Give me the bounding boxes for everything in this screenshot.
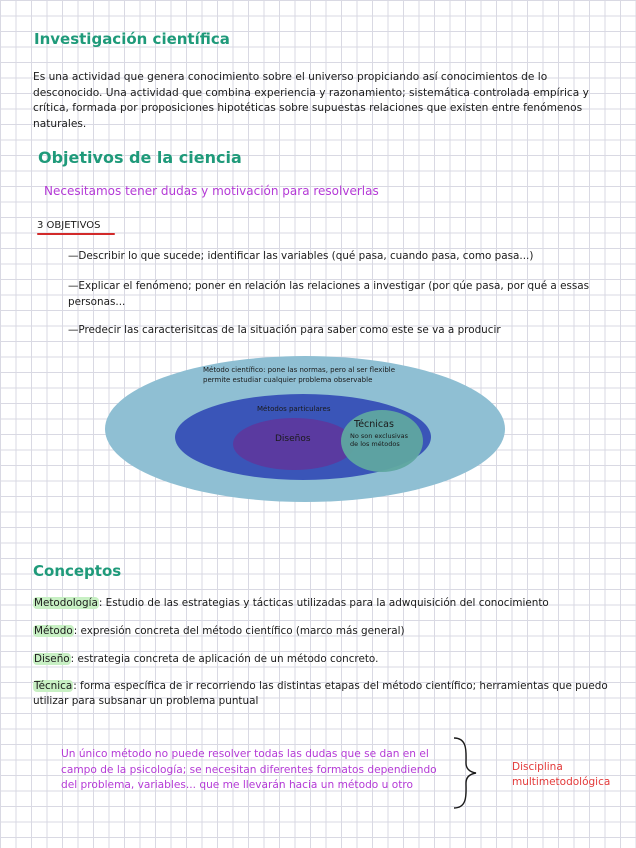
- section-title-objetivos: Objetivos de la ciencia: [38, 148, 242, 167]
- concepto-metodologia: [33, 596, 613, 611]
- inner-label: Diseños: [275, 434, 311, 444]
- objetivo-item-1: —Describir lo que sucede; identificar las variables (qué pasa, cuando pasa, como pasa...): [68, 250, 534, 262]
- section-title-investigacion: Investigación científica: [34, 30, 230, 48]
- disciplina-label: [512, 760, 610, 790]
- objetivos-subtitle: Necesitamos tener dudas y motivación para resolverlas: [44, 184, 379, 198]
- concepto-def: : estrategia concreta de aplicación de un método concreto.: [70, 653, 379, 665]
- inner-ellipse-disenos: [233, 418, 355, 470]
- objetivos-label-text: 3 OBJETIVOS: [37, 220, 101, 231]
- concepto-term: Método: [34, 625, 73, 637]
- middle-label: Métodos particulares: [257, 405, 331, 413]
- objetivos-label: [37, 220, 115, 235]
- objetivo-item-3: —Predecir las caracterisitcas de la situación para saber como este se va a producir: [68, 324, 501, 336]
- tecnicas-label: Técnicas: [354, 419, 394, 430]
- section-title-conceptos: Conceptos: [33, 562, 122, 580]
- disciplina-line-2: multimetodológica: [512, 776, 611, 788]
- concepto-diseno: [33, 652, 613, 667]
- concepto-tecnica: [33, 679, 623, 709]
- tecnicas-sub-1: No son exclusivas: [350, 432, 408, 440]
- methods-diagram: [105, 356, 505, 502]
- disciplina-line-1: Disciplina: [512, 761, 563, 773]
- concepto-term: Metodología: [34, 597, 98, 609]
- concepto-metodo: [33, 624, 613, 639]
- note-text: Un único método no puede resolver todas las dudas que se dan en el campo de la psicología; se necesitan diferentes formatos dependiendo del problema, variables... que me llevarán hacia un método u otro: [61, 748, 437, 791]
- concepto-def: : forma específica de ir recorriendo las distintas etapas del método científico; herramientas que puedo utilizar para subsanar un problema puntual: [33, 680, 608, 707]
- concepto-def: : expresión concreta del método científico (marco más general): [73, 625, 405, 637]
- curly-brace-icon: [446, 735, 486, 811]
- intro-paragraph: Es una actividad que genera conocimiento sobre el universo propiciando así conocimientos de lo desconocido. Una actividad que combina experiencia y razonamiento; sistemática controlada empírica y crítica, formada por proposiciones hipotéticas sobre supuestas relaciones que existen entre fenómenos naturales.: [33, 71, 589, 130]
- outer-text-2: permite estudiar cualquier problema observable: [203, 376, 373, 384]
- objetivos-underline: [37, 233, 115, 235]
- concepto-def: : Estudio de las estrategias y tácticas utilizadas para la adwquisición del conocimiento: [98, 597, 549, 609]
- outer-text-1: Método científico: pone las normas, pero al ser flexible: [203, 366, 396, 374]
- objetivo-item-2: —Explicar el fenómeno; poner en relación las relaciones a investigar (por qúe pasa, por qué a essas personas...: [68, 280, 590, 308]
- concepto-term: Diseño: [34, 653, 70, 665]
- concepto-term: Técnica: [34, 680, 73, 692]
- tecnicas-sub-2: de los métodos: [350, 440, 400, 448]
